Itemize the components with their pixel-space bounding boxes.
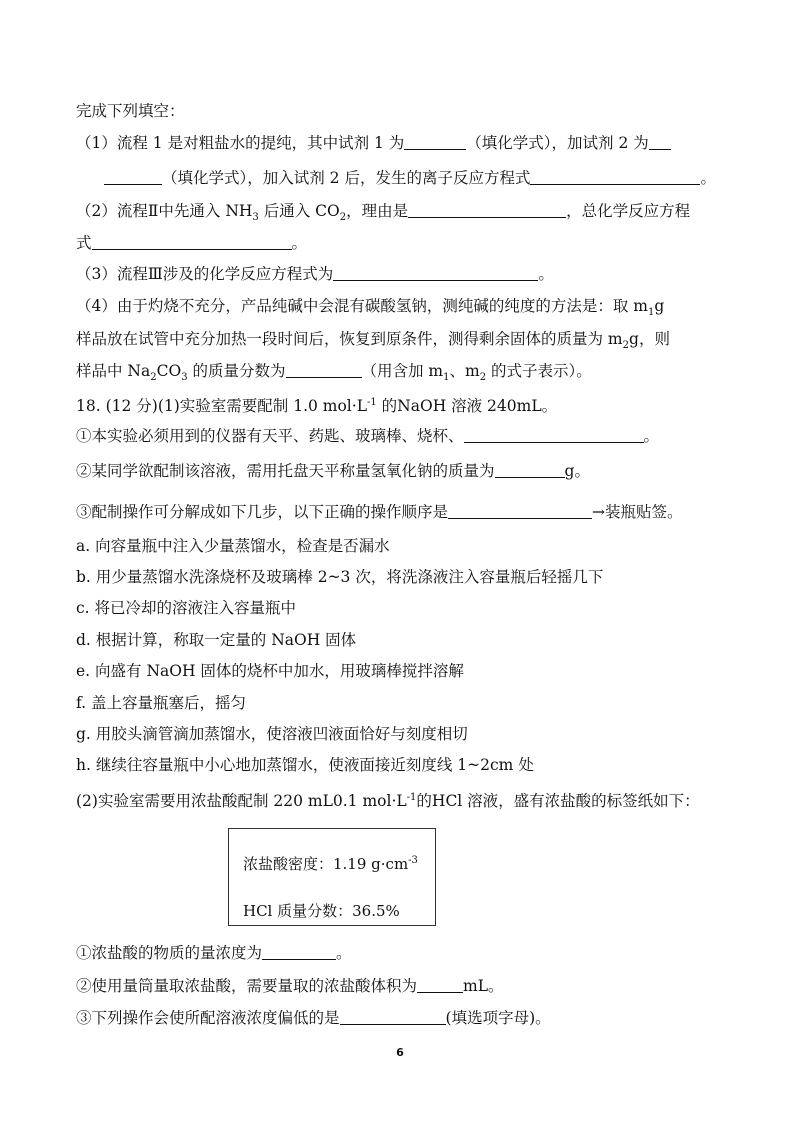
q18-item-3 bbox=[76, 502, 683, 522]
q4-text-c: 样品放在试管中充分加热一段时间后，恢复到原条件，测得剩余固体的质量为 m bbox=[76, 330, 623, 348]
answer-blank[interactable] bbox=[333, 264, 538, 281]
q18-j3 bbox=[76, 1008, 551, 1028]
q3-end: 。 bbox=[538, 265, 554, 283]
q18-j2-end: mL。 bbox=[463, 977, 504, 995]
subscript: 2 bbox=[339, 212, 347, 224]
q4-text-b: g bbox=[654, 297, 665, 315]
q18-i1-text: ①本实验必须用到的仪器有天平、药匙、玻璃棒、烧杯、 bbox=[76, 427, 464, 445]
q18-i3-text: ③配制操作可分解成如下几步，以下正确的操作顺序是 bbox=[76, 503, 449, 521]
q4-text-d: g，则 bbox=[629, 330, 670, 348]
q18-head-b: 的NaOH 溶液 240mL。 bbox=[376, 397, 558, 416]
q2-text-d: ，总化学反应方程 bbox=[566, 202, 691, 220]
answer-blank[interactable] bbox=[262, 943, 336, 960]
q2-text-a: （2）流程Ⅱ中先通入 NH bbox=[76, 202, 253, 220]
q4-text-h: （用含加 m bbox=[361, 362, 444, 380]
subscript: 3 bbox=[252, 212, 259, 224]
q18-head-a: 18. (12 分)(1)实验室需要配制 1.0 mol·L bbox=[76, 397, 367, 416]
q1-text-a: （1）流程 1 是对粗盐水的提纯，其中试剂 1 为 bbox=[76, 134, 405, 152]
answer-blank[interactable] bbox=[104, 168, 162, 185]
q2-text-e: 式 bbox=[76, 234, 92, 252]
q18-i2-end: g。 bbox=[564, 462, 590, 480]
q18-j1-text: ①浓盐酸的物质的量浓度为 bbox=[76, 944, 263, 962]
step-d: d. 根据计算，称取一定量的 NaOH 固体 bbox=[76, 631, 357, 649]
label-mass-fraction: HCl 质量分数：36.5% bbox=[243, 902, 400, 920]
q18-j3-text: ③下列操作会使所配溶液浓度偏低的是 bbox=[76, 1009, 340, 1027]
step-h: h. 继续往容量瓶中小心地加蒸馏水，使液面接近刻度线 1~2cm 处 bbox=[76, 756, 534, 774]
answer-blank[interactable] bbox=[649, 133, 671, 150]
q18-i3-end: →装瓶贴签。 bbox=[592, 503, 683, 521]
q4-line-1 bbox=[76, 296, 664, 323]
subscript: 3 bbox=[181, 372, 188, 384]
q3-line bbox=[76, 264, 554, 284]
q4-text-e: 样品中 Na bbox=[76, 362, 151, 380]
step-c: c. 将已冷却的溶液注入容量瓶中 bbox=[76, 599, 297, 617]
answer-blank[interactable] bbox=[92, 233, 292, 250]
q2-end: 。 bbox=[291, 234, 308, 252]
q1-line-2 bbox=[104, 168, 716, 188]
q1-text-c: （填化学式），加入试剂 2 后，发生的离子反应方程式 bbox=[162, 169, 531, 187]
q4-text-a: （4）由于灼烧不充分，产品纯碱中会混有碳酸氢钠，测纯碱的纯度的方法是：取 m bbox=[76, 297, 648, 315]
answer-blank[interactable] bbox=[464, 426, 644, 443]
step-b: b. 用少量蒸馏水洗涤烧杯及玻璃棒 2~3 次，将洗涤液注入容量瓶后轻摇几下 bbox=[76, 568, 604, 586]
q18-heading bbox=[76, 393, 557, 416]
subscript: 2 bbox=[150, 372, 157, 384]
q18-j3-end: (填选项字母)。 bbox=[445, 1009, 551, 1027]
q2-line-2 bbox=[76, 233, 307, 253]
label-density bbox=[243, 851, 418, 874]
subscript: 2 bbox=[479, 372, 487, 384]
q18-part-2 bbox=[76, 788, 700, 811]
q2-text-b: 后通入 CO bbox=[258, 202, 340, 220]
answer-blank[interactable] bbox=[448, 502, 592, 519]
q4-text-i: 、m bbox=[449, 362, 480, 380]
q2-line-1 bbox=[76, 201, 690, 228]
step-e: e. 向盛有 NaOH 固体的烧杯中加水，用玻璃棒搅拌溶解 bbox=[76, 662, 464, 680]
q18-i2-text: ②某同学欲配制该溶液，需用托盘天平称量氢氧化钠的质量为 bbox=[76, 462, 495, 480]
q4-text-g: 的质量分数为 bbox=[187, 362, 286, 380]
q18-j1 bbox=[76, 943, 352, 963]
q18-item-2 bbox=[76, 461, 590, 481]
intro-text: 完成下列填空： bbox=[76, 102, 185, 120]
q1-end: 。 bbox=[700, 169, 716, 187]
superscript: -3 bbox=[408, 855, 418, 866]
superscript: -1 bbox=[406, 792, 417, 803]
q4-text-f: CO bbox=[156, 362, 182, 380]
q2-text-c: ，理由是 bbox=[346, 202, 409, 220]
answer-blank[interactable] bbox=[404, 133, 466, 150]
answer-blank[interactable] bbox=[495, 461, 565, 478]
subscript: 1 bbox=[648, 307, 655, 319]
answer-blank[interactable] bbox=[530, 168, 700, 185]
answer-blank[interactable] bbox=[417, 976, 463, 993]
subscript: 1 bbox=[443, 372, 450, 384]
q4-line-2 bbox=[76, 329, 670, 356]
page-number: 6 bbox=[396, 1046, 404, 1059]
q3-text-a: （3）流程Ⅲ涉及的化学反应方程式为 bbox=[76, 265, 334, 283]
subscript: 2 bbox=[622, 340, 630, 352]
q18-item-1 bbox=[76, 426, 659, 446]
step-a: a. 向容量瓶中注入少量蒸馏水，检查是否漏水 bbox=[76, 537, 390, 555]
reagent-label-box bbox=[228, 828, 436, 926]
answer-blank[interactable] bbox=[340, 1008, 446, 1025]
q18-j2-text: ②使用量筒量取浓盐酸，需要量取的浓盐酸体积为 bbox=[76, 977, 418, 995]
answer-blank[interactable] bbox=[286, 361, 362, 378]
superscript: -1 bbox=[367, 397, 377, 408]
label-density-text: 浓盐酸密度：1.19 g·cm bbox=[243, 855, 409, 873]
q18-j2 bbox=[76, 976, 504, 996]
q18-j1-end: 。 bbox=[336, 944, 352, 962]
step-g: g. 用胶头滴管滴加蒸馏水，使溶液凹液面恰好与刻度相切 bbox=[76, 725, 468, 743]
q18-i1-end: 。 bbox=[643, 427, 660, 445]
q4-text-j: 的式子表示）。 bbox=[486, 362, 592, 380]
q18-p2-b: 的HCl 溶液，盛有浓盐酸的标签纸如下： bbox=[416, 792, 700, 811]
answer-blank[interactable] bbox=[408, 201, 566, 218]
q1-line-1 bbox=[76, 133, 671, 153]
q4-line-3 bbox=[76, 361, 592, 388]
step-f: f. 盖上容量瓶塞后，摇匀 bbox=[76, 694, 247, 712]
q1-text-b: （填化学式），加试剂 2 为 bbox=[466, 134, 649, 152]
q18-p2-a: (2)实验室需要用浓盐酸配制 220 mL0.1 mol·L bbox=[76, 792, 407, 811]
